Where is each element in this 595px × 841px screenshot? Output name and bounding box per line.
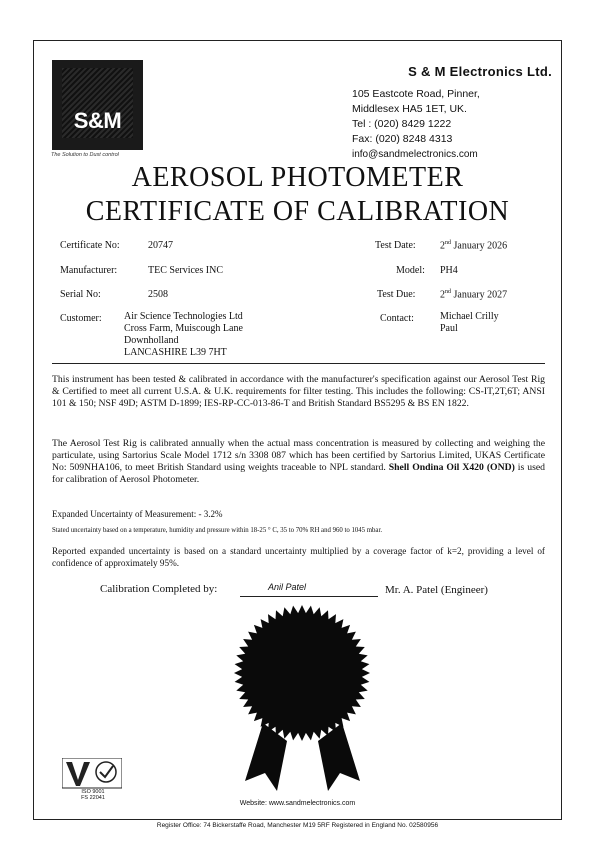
- customer-line: LANCASHIRE L39 7HT: [124, 347, 227, 358]
- fax: Fax: (020) 8248 4313: [352, 133, 453, 145]
- manufacturer-label: Manufacturer:: [60, 265, 118, 276]
- contact-line: Michael Crilly: [440, 311, 499, 322]
- address-line-1: 105 Eastcote Road, Pinner,: [352, 88, 480, 100]
- website: Website: www.sandmelectronics.com: [239, 800, 356, 807]
- serial-no-label: Serial No:: [60, 289, 101, 300]
- calibration-oil: Shell Ondina Oil X420 (OND): [388, 462, 515, 473]
- test-date-value: 2nd January 2026: [440, 240, 508, 252]
- contact-line: Paul: [440, 323, 458, 334]
- telephone: Tel : (020) 8429 1222: [352, 118, 452, 130]
- confidence-paragraph: Reported expanded uncertainty is based on a standard uncertainty multiplied by a coverage factor of k=2, providing a level of confidence of approximately 95%.: [52, 546, 545, 568]
- company-address-block: [352, 87, 480, 162]
- customer-line: Air Science Technologies Ltd: [124, 311, 243, 322]
- logo-text: S&M: [73, 108, 122, 133]
- contact-names: [440, 311, 499, 335]
- email: info@sandmelectronics.com: [352, 149, 478, 160]
- test-date-label: Test Date:: [375, 240, 416, 251]
- model-value: PH4: [440, 265, 458, 276]
- contact-label: Contact:: [380, 313, 414, 324]
- divider: [52, 363, 545, 364]
- logo-tagline: The Solution to Dust control: [51, 152, 119, 158]
- customer-line: Downholland: [124, 335, 179, 346]
- registered-office-footer: Register Office: 74 Bickerstaffe Road, Manchester M19 5RF Registered in England No. 02580956: [156, 822, 439, 829]
- customer-label: Customer:: [60, 313, 102, 324]
- engineer-signature: Anil Patel: [268, 582, 307, 592]
- page-title-line-2: CERTIFICATE OF CALIBRATION: [85, 196, 510, 227]
- certificate-no-value: 20747: [148, 240, 173, 251]
- customer-line: Cross Farm, Muiscough Lane: [124, 323, 243, 334]
- customer-address: [124, 311, 243, 359]
- engineer-name: Mr. A. Patel (Engineer): [385, 584, 488, 596]
- company-logo: [51, 60, 143, 158]
- certification-paragraph: This instrument has been tested & calibrated in accordance with the manufacturer's specification against our Aerosol Test Rig & Certified to meet all current U.S.A. & U.K. requirements for filter testing. This includes the following: CS-IT,2T,6T; ANSI 101 & 150; NSF 49D; ASTM D-1899; IES-RP-CC-013-86-T and British Standard BS5295 & BS EN 1822.: [52, 374, 545, 409]
- model-label: Model:: [396, 265, 425, 276]
- manufacturer-value: TEC Services INC: [148, 265, 223, 276]
- serial-no-value: 2508: [148, 289, 168, 300]
- test-due-value: 2nd January 2027: [440, 289, 508, 301]
- test-due-label: Test Due:: [377, 289, 416, 300]
- company-name: S & M Electronics Ltd.: [408, 64, 552, 79]
- page-title-line-1: AEROSOL PHOTOMETER: [131, 162, 464, 193]
- signature-line: [240, 596, 378, 597]
- seal-rosette-icon: [225, 603, 380, 798]
- uncertainty-statement: Expanded Uncertainty of Measurement: - 3.2%: [52, 509, 223, 519]
- test-rig-paragraph: The Aerosol Test Rig is calibrated annually when the actual mass concentration is measured by collecting and weighing the particulate, using Sartorius Scale Model 1712 s/n 3308 087 which has been certified by Sartorius Limited, UKAS Certificate No: 509NHA106, to meet British Standard using weights traceable to NPL standard. Shell Ondina Oil X420 (OND) is used for calibration of Aerosol Photometer.: [52, 438, 545, 485]
- certificate-no-label: Certificate No:: [60, 240, 120, 251]
- address-line-2: Middlesex HA5 1ET, UK.: [352, 103, 467, 115]
- uncertainty-note: Stated uncertainty based on a temperature, humidity and pressure within 18-25 ° C, 35 to 70% RH and 960 to 1045 mbar.: [52, 527, 383, 534]
- iso-label: ISO 9001 FS 22041: [81, 789, 105, 801]
- calibration-label: Calibration Completed by:: [100, 583, 218, 595]
